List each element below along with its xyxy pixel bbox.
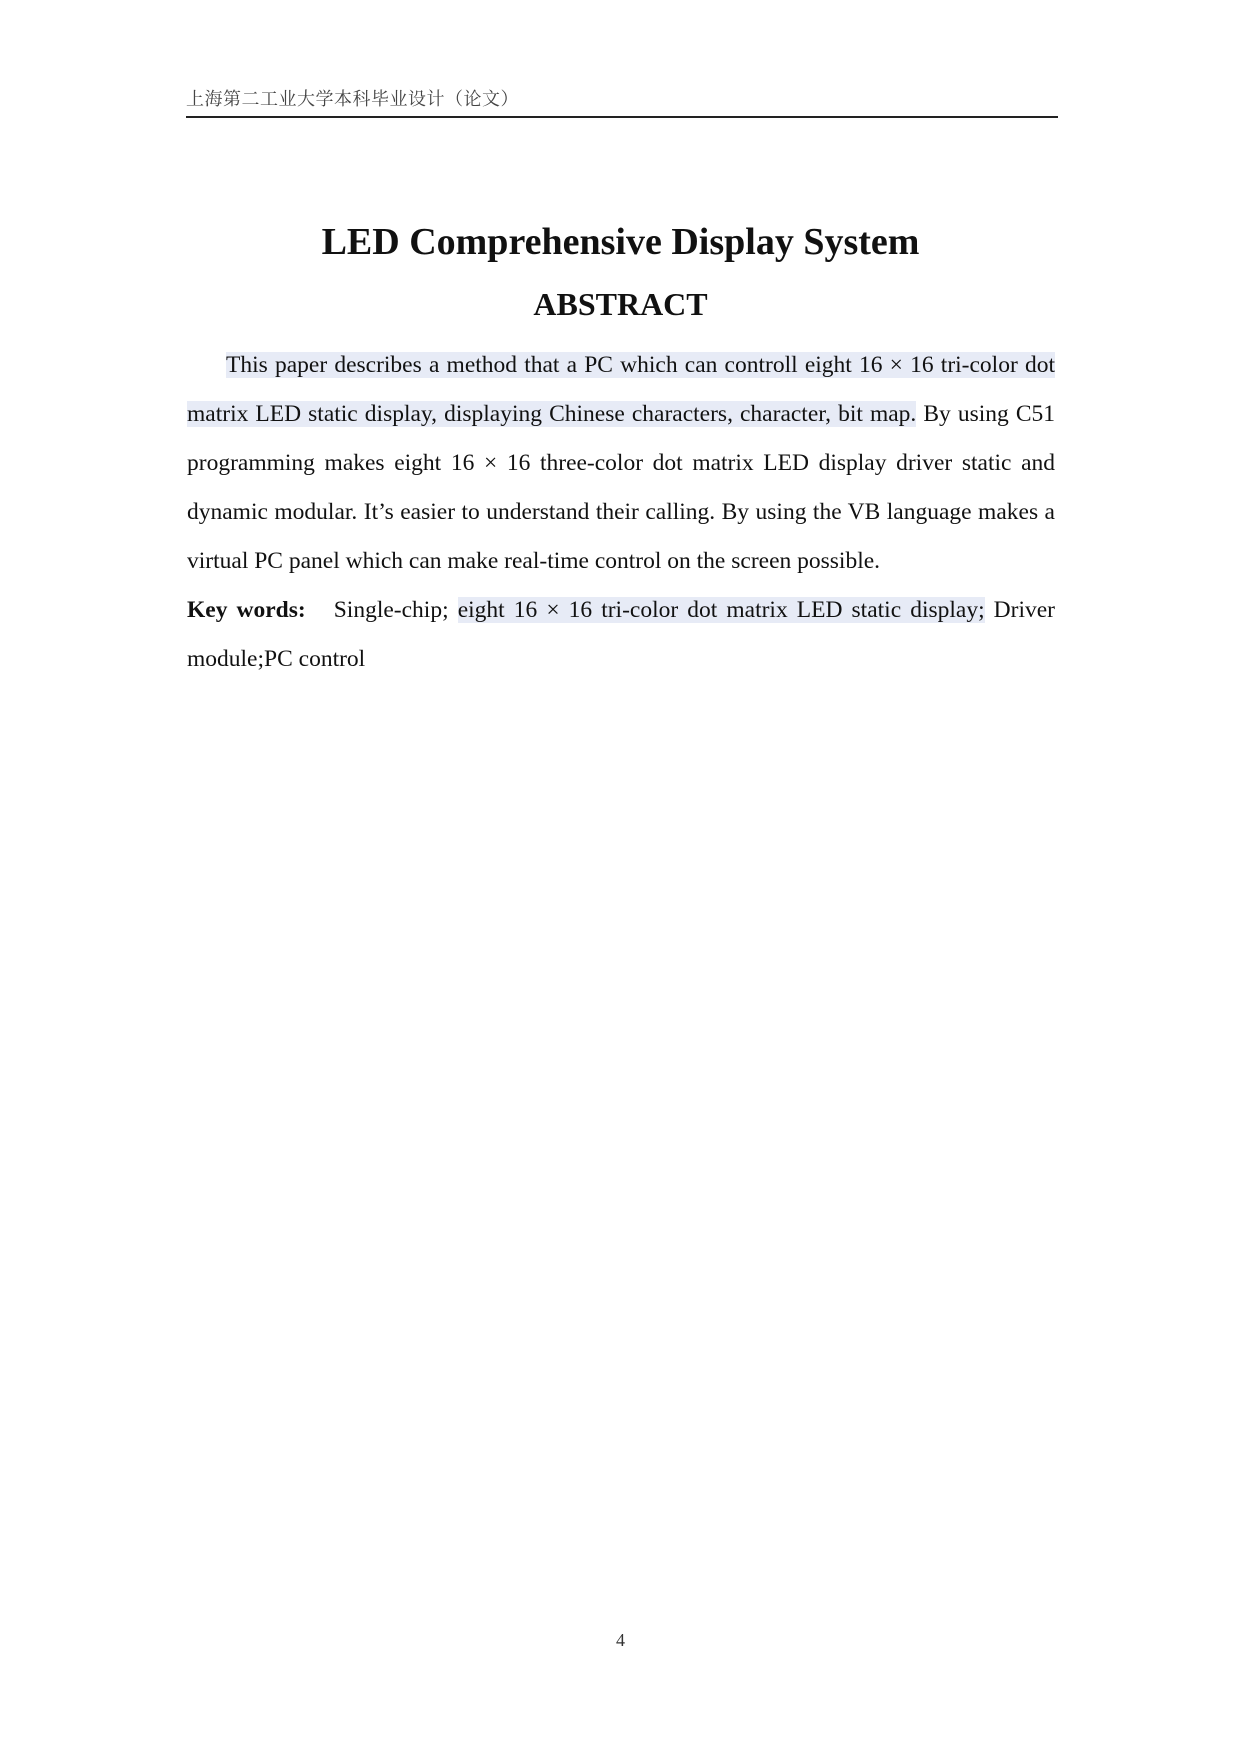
keywords-rest: Driver module;PC control	[187, 597, 1056, 672]
highlighted-text: This paper describes a method that a PC which can controll eight 16 × 16 tri-color dot matrix LED static display, displaying Chinese characters, character, bit map.	[187, 352, 1055, 427]
page-header	[186, 88, 1058, 118]
header-text: 上海第二工业大学本科毕业设计（论文）	[186, 89, 519, 110]
page-number: 4	[616, 1630, 625, 1650]
keyword-first: Single-chip;	[333, 597, 449, 623]
abstract-section	[187, 341, 1055, 684]
document-title: LED Comprehensive Display System	[321, 221, 920, 263]
abstract-text: By using C51 programming makes eight 16 × 16 three-color dot matrix LED display driver static and dynamic modular. It’s easier to understand their calling. By using the VB language makes a virtual PC panel which can make real-time control on the screen possible.	[187, 401, 1056, 574]
abstract-paragraph	[187, 341, 1055, 586]
abstract-heading: ABSTRACT	[533, 286, 708, 322]
keywords-label: Key words:	[187, 597, 306, 623]
keyword-highlighted: eight 16 × 16 tri-color dot matrix LED static display;	[457, 597, 985, 623]
keywords-paragraph	[187, 586, 1055, 684]
